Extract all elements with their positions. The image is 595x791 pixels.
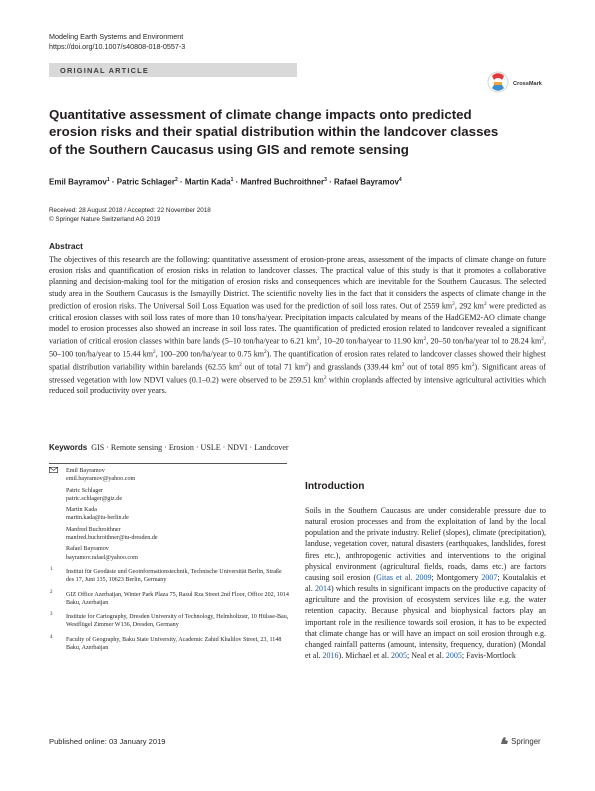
published-online: Published online: 03 January 2019: [49, 737, 166, 746]
author-name[interactable]: Emil Bayramov: [49, 177, 107, 187]
superscript: 2: [323, 374, 327, 381]
abstract-segment: The objectives of this research are the following: quantitative assessment of erosion-prone areas, assessment of the impacts of climate change on future erosion risks and quantification of erosion risks in relation to landcover classes. The practical value of this study is that it promotes a collaborative planning and decision-making tool for the mitigation of erosion risks and consequences which are inevitable for the Southern Caucasus. The selected study area in the Southern Caucasus is the Ismayilly District. The scientific novelty lies in the fact that it considers the aspects of climate change in the prediction of erosion risks. The Universal Soil Loss Equation was used for the prediction of soil loss rates. Out of 2559 km: [49, 255, 546, 311]
abstract-segment: , 10–20 ton/ha/year to 11.90 km: [319, 336, 424, 346]
affiliation-text: Institute for Cartography, Dresden University of Technology, Helmholtzstr, 10 Hülsse-Bau, Westflügel Zimmer W136, Dresden, Germany: [66, 614, 289, 629]
citation-link[interactable]: 2005: [390, 651, 407, 661]
superscript: 2: [541, 335, 544, 342]
springer-logo: [500, 736, 541, 746]
affiliation-number: 3: [50, 612, 53, 618]
author-name[interactable]: Martin Kada: [184, 177, 231, 187]
affiliation-text: GIZ Office Azerbaijan, Winter Park Plaza 75, Rasul Rza Street 2nd Floor, Office 202, 1014 Baku, Azerbaijan: [66, 591, 289, 606]
abstract-text: [49, 254, 546, 397]
author-name[interactable]: Patric Schlager: [116, 177, 175, 187]
publisher-name: Springer: [511, 737, 541, 746]
article-type-label: ORIGINAL ARTICLE: [60, 66, 149, 75]
affiliation-text: Institut für Geodäsie und Geoinformationstechnik, Technische Universität Berlin, Straße des 17, Juni 135, 10623 Berlin, Germany: [66, 568, 282, 584]
contact-email[interactable]: manfred.buchroithner@tu-dresden.de: [66, 535, 158, 542]
abstract-segment: out of total 71 km: [241, 362, 306, 372]
journal-name: Modeling Earth Systems and Environment: [49, 32, 184, 41]
footnote-divider: [49, 463, 287, 464]
contact-email[interactable]: martin.kada@tu-berlin.de: [66, 515, 129, 522]
author-separator: ·: [233, 177, 241, 187]
intro-segment: ; Favis-Mortlock: [461, 651, 516, 661]
abstract-segment: , 20–50 ton/ha/year tol to 28.24 km: [426, 336, 542, 346]
abstract-segment: , 50–100 ton/ha/year to 15.44 km: [49, 336, 546, 359]
abstract-segment: ). Significant areas of stressed vegetation with low NDVI values (0.1–0.2) were observed to be 259.51 km: [49, 362, 546, 385]
author-affiliation-number: 2: [174, 177, 178, 183]
citation-link[interactable]: 2007: [481, 572, 498, 582]
intro-segment: ; Montgomery: [431, 572, 482, 582]
contact-entry: [49, 545, 289, 562]
introduction-paragraph: [305, 505, 546, 661]
abstract-segment: within croplands affected by intensive agricultural activities which reduced soil productivity over years.: [49, 375, 546, 396]
abstract-body: [49, 254, 546, 397]
contact-entry: [49, 526, 289, 543]
crossmark-icon: [486, 71, 510, 93]
affiliation-text: Faculty of Geography, Baku State University, Academic Zahid Khalilov Street, 23, 1148 Baku, Azerbaijan: [66, 636, 282, 652]
contact-entry: [49, 487, 289, 504]
author-name[interactable]: Manfred Buchroithner: [240, 177, 325, 187]
journal-header: [49, 32, 185, 52]
contact-name: Manfred Buchroithner: [66, 526, 121, 533]
citation-link[interactable]: Gitas et al. 2009: [376, 572, 432, 582]
affiliation-number: 4: [50, 634, 53, 640]
intro-segment: ; Neal et al.: [406, 651, 446, 661]
springer-horse-icon: [500, 736, 509, 745]
superscript: 2: [471, 361, 475, 368]
affiliation-entry: [49, 568, 289, 585]
article-title: Quantitative assessment of climate change impacts onto predicted erosion risks and their spatial distribution within the landcover classes of the Southern Caucasus using GIS and remote sensing: [49, 107, 499, 157]
contact-name: Rafael Bayramov: [66, 546, 109, 553]
superscript: 2: [423, 335, 427, 342]
abstract-segment: , 292 km: [454, 301, 484, 311]
affiliation-number: 2: [50, 589, 53, 595]
author-affiliation-number: 3: [324, 177, 327, 183]
author-affiliation-number: 1: [106, 177, 110, 183]
citation-link[interactable]: 2016: [322, 651, 339, 661]
abstract-segment: ). The quantification of erosion rates related to landcover classes showed their highest spatial distribution variability within barelands (62.55 km: [49, 349, 547, 372]
citation-link[interactable]: 2005: [445, 651, 462, 661]
author-affiliation-number: 1: [230, 177, 234, 183]
abstract-segment: , 100–200 ton/ha/year to 0.75 km: [155, 349, 265, 359]
affiliation-number: 1: [50, 566, 53, 572]
copyright-line: © Springer Nature Switzerland AG 2019: [49, 216, 161, 223]
superscript: 2: [239, 361, 242, 368]
abstract-segment: were predicted as critical erosion classes with soil loss rates of more than 10 tons/ha/year. Precipitation impacts calculated by means of the HadGEM2-AO climate change model to erosion processes also showed an increase in soil loss rates. The quantification of predicted erosion related to landcover revealed a significant variation of critical erosion classes within bare lands (5–10 ton/ha/year to 6.21 km: [49, 301, 547, 346]
author-separator: ·: [326, 177, 334, 187]
contact-name: Patric Schlager: [66, 487, 104, 494]
introduction-heading: Introduction: [305, 481, 365, 492]
author-separator: ·: [177, 177, 185, 187]
author-affiliation-number: 4: [398, 177, 402, 183]
contact-email[interactable]: emil.bayramov@yahoo.com: [66, 476, 136, 483]
intro-segment: ; Koutalakis et al.: [305, 572, 546, 594]
contact-entry: [49, 506, 289, 523]
doi-link[interactable]: https://doi.org/10.1007/s40808-018-0557-3: [49, 42, 186, 51]
intro-segment: ) which results in significant impacts on the productive capacity of agriculture and the provision of ecosystem services like e.g. the water retention capacity. Because physical and biophysical factors play an important role in the resilience towards soil erosion, it has to be expected that climate change has or will have an impact on soil erosion through e.g. changed rainfall patterns (amount, intensity, frequency, duration) (Mondal et al.: [305, 584, 546, 661]
keywords-list: GIS · Remote sensing · Erosion · USLE · NDVI · Landcover: [91, 443, 289, 452]
superscript: 2: [401, 361, 405, 368]
contact-name: Emil Bayramov: [66, 468, 105, 474]
correspondence-block: [49, 467, 289, 652]
contact-email[interactable]: patric.schlager@giz.de: [66, 495, 123, 502]
contact-name: Martin Kada: [66, 507, 97, 514]
abstract-segment: ) and grasslands (339.44 km: [307, 362, 402, 372]
intro-segment: Soils in the Southern Caucasus are under considerable pressure due to natural erosion processes and from the exploitation of land by the local population and the private industry. Relief (slopes), climate (precipitation), landuse, vegetation cover, natural disasters (earthquakes, landslides, forest fires etc.), anthropogenic activities and interventions to the original physical environment (agricultural fields, roads, dams etc.) are factors causing soil erosion (: [305, 506, 546, 582]
superscript: 2: [264, 348, 267, 355]
author-separator: ·: [109, 177, 117, 187]
superscript: 2: [452, 300, 455, 307]
superscript: 2: [316, 335, 320, 342]
crossmark-label: CrossMark: [513, 81, 542, 87]
citation-link[interactable]: 2014: [314, 584, 331, 594]
keywords-line: [49, 443, 289, 452]
affiliation-entry: [49, 591, 289, 608]
corresponding-author: [49, 467, 289, 484]
superscript: 2: [305, 361, 308, 368]
received-accepted-dates: Received: 28 August 2018 / Accepted: 22 November 2018: [49, 207, 211, 214]
superscript: 2: [153, 348, 156, 355]
abstract-segment: out of total 895 km: [404, 362, 472, 372]
intro-segment: ). Michael et al.: [338, 651, 391, 661]
crossmark-badge[interactable]: [486, 71, 546, 93]
author-list: [49, 177, 402, 187]
affiliation-entry: [49, 613, 289, 630]
introduction-body: [305, 505, 546, 661]
keywords-label: Keywords: [49, 443, 88, 452]
contact-email[interactable]: bayramov.rafael@yahoo.com: [66, 554, 138, 561]
author-name[interactable]: Rafael Bayramov: [333, 177, 399, 187]
affiliation-entry: [49, 636, 289, 653]
superscript: 2: [483, 300, 487, 307]
abstract-heading: Abstract: [49, 241, 83, 251]
article-dates: [49, 206, 211, 224]
envelope-icon: [49, 467, 58, 473]
